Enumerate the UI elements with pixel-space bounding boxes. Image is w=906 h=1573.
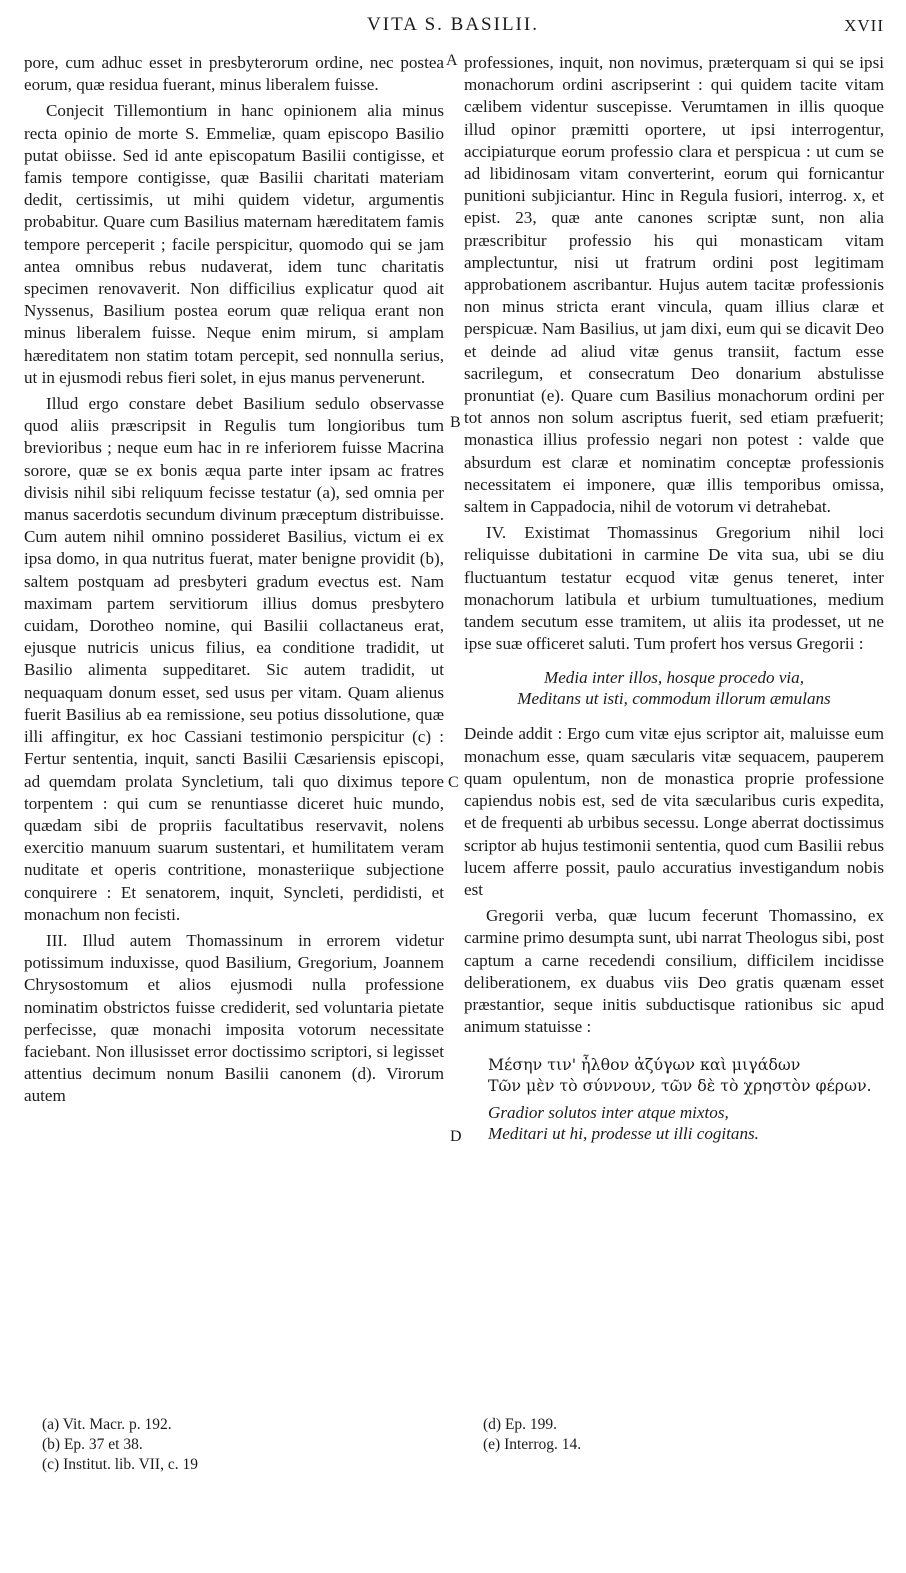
paragraph: III. Illud autem Thomassinum in errorem videtur potissimum induxisse, quod Basilium, Gregorium, Joannem Chrysostomum et alios ejusmodi nulla professione nominatim obstrictos fuisse crediderit, sed voluntaria pietate perfecisse, quæ monachi imposita votorum necessitate faciebant. Non illusisset error doctissimo scriptori, si legisset attentius decimum nonum Basilii canonem (d). Virorum autem	[24, 930, 444, 1106]
verse-latin-translation	[464, 1102, 884, 1144]
margin-letter-c: C	[448, 774, 459, 791]
margin-letter-a: A	[446, 52, 458, 69]
margin-letter-b: B	[450, 414, 461, 431]
verse-line: Gradior solutos inter atque mixtos,	[488, 1103, 729, 1123]
page-header	[0, 10, 906, 40]
verse-line: Media inter illos, hosque procedo via,	[543, 668, 804, 688]
footnote: (d) Ep. 199.	[483, 1416, 558, 1433]
verse-latin	[464, 667, 884, 709]
footnote: (a) Vit. Macr. p. 192.	[42, 1416, 172, 1433]
left-column	[24, 52, 444, 1108]
footnotes-left	[42, 1415, 198, 1475]
paragraph: Gregorii verba, quæ lucum fecerunt Thomassino, ex carmine primo desumpta sunt, ubi narrat Theologus sibi, post captum a carne recedendi consilium, difficilem incidisse deliberationem, ex duabus viis Deo gratis quænam esset præstantior, seque initis subductisque rationibus sic apud animum statuisse :	[464, 906, 884, 1037]
footnotes-right	[483, 1415, 581, 1455]
paragraph: Illud ergo constare debet Basilium sedulo observasse quod aliis præscripsit in Regulis tum longioribus tum brevioribus ; neque eum hac in re inferiorem fuisse Macrina sorore, quæ se ex bonis æqua parte inter ipsam ac fratres divisis nihil sibi reliquum fecisse testatur (a), sed omnia per manus sacerdotis secundum divinum præceptum distribuisse. Cum autem nihil omnino possideret Basilius, victum ei ex ipsa domo, in qua nutritus fuerat, mater benigne providit (b), saltem postquam ad presbyteri gradum evectus est. Nam maximam partem servitiorum illius domus presbytero cuidam, Dorotheo nomine, qui Basilii collactaneus erat, ejusque nutricis unicus filius, ea conditione tradidit, ut Basilio alimenta suppeditaret. Sic autem tradidit, ut nequaquam donum esset, sed usus per vitam. Quam alienus fuerit Basilius ab ea remissione, seu potius dissolutione, quæ illi affingitur, ex hoc Cassiani testimonio perspicitur (c) : Fertur sententia, inquit, sancti Basilii Cæsariensis episcopi, ad quemdam prolata Syncletium, tali quo diximus tepore torpentem : qui cum se renuntiasse diceret huic mundo, quædam sibi de propriis facultatibus reservavit, nolens exercitio manuum suarum sustentari, et humilitatem veram nuditate et operis contritione, monasteriique subjectione conquirere : Et senatorem, inquit, Syncleti, perdidisti, et monachum non fecisti.	[24, 394, 444, 924]
margin-letter-d: D	[450, 1128, 462, 1145]
footnote: (b) Ep. 37 et 38.	[42, 1436, 143, 1453]
verse-line: Μέσην τιν' ἦλθον ἀζύγων καὶ μιγάδων	[488, 1055, 801, 1075]
verse-line: Meditans ut isti, commodum illorum æmulans	[517, 689, 831, 709]
footnote: (c) Institut. lib. VII, c. 19	[42, 1456, 198, 1473]
paragraph: Deinde addit : Ergo cum vitæ ejus scriptor ait, maluisse eum monachum esse, quam sæcularis vitæ sequacem, pauperem quam opulentum, non de monastica proprie professione capiendus nobis est, sed de vita sæcularibus curis expedita, et de frequenti ab urbibus secessu. Longe aberrat doctissimus scriptor ab hujus testimonii sententia, quod cum Basilii rebus lucem afferre possit, paulo accuratius investigandum nobis est	[464, 724, 884, 899]
running-title: VITA S. BASILII.	[367, 14, 539, 35]
paragraph: professiones, inquit, non novimus, præterquam si qui se ipsi monachorum ordini ascripserint : qui quidem tacite vitam cælibem videntur suscepisse. Verumtamen in illis quoque illud opinor præmitti oportere, ut ipsi interrogentur, accipiaturque eorum professio clara et perspicua : ut cum se ad libidinosam vitam converterint, eorum qui fornicantur punitioni subjiciantur. Hinc in Regula fusiori, interrog. x, et epist. 23, quæ ante canones scriptæ sunt, non alia præscribitur professio his qui monasticam vitam amplectuntur, nisi ut fratrum ordini post legitimam approbationem ascribantur. Hujus autem tacitæ professionis non minus stricta erant vincula, quam illius claræ et perspicuæ. Nam Basilius, ut jam dixi, eum qui se dicavit Deo et deinde ad aliud vitæ genus transiit, factum esse sacrilegum, et consecratum Deo donarium abstulisse pronuntiat (e). Quare cum Basilius monachorum ordini per tot annos non solum ascriptus fuerit, sed etiam præfuerit; monastica illius professio negari non potest : valde que absurdum est claræ et nominatim conceptæ professionis necessitatem ei imponere, quæ illis temporibus omissa, saltem in Cappadocia, nihil de votorum vi detrahebat.	[464, 53, 884, 517]
paragraph: Conjecit Tillemontium in hanc opinionem alia minus recta opinio de morte S. Emmeliæ, quam episcopo Basilio putat obiisse. Sed id ante episcopatum Basilii contigisse, et famis tempore contigisse, quæ Basilii charitati materiam dedit, certissimis, ut mihi quidem videtur, argumentis probabitur. Quare cum Basilius maternam hæreditatem famis tempore perceperit ; facile perspicitur, quomodo qui se jam antea omnibus rebus nudaverat, idem tunc charitatis specimen renovaverit. Non difficilius explicatur quod ait Nyssenus, Basilium postea eorum quæ reliqua erant non minus liberalem fuisse. Neque enim mirum, si amplam hæreditatem non statim totam percepit, sed nonnulla serius, ut in ejusmodi rebus fieri solet, in ejus manus pervenerunt.	[24, 101, 444, 387]
page-number: XVII	[844, 16, 884, 35]
verse-line: Τῶν μὲν τὸ σύννουν, τῶν δὲ τὸ χρηστὸν φέρων.	[488, 1076, 872, 1096]
paragraph: pore, cum adhuc esset in presbyterorum ordine, nec postea eorum, quæ residua fuerant, minus liberalem fuisse.	[24, 53, 444, 95]
right-column	[464, 52, 884, 1158]
verse-greek	[464, 1054, 884, 1096]
footnote: (e) Interrog. 14.	[483, 1436, 582, 1453]
paragraph: IV. Existimat Thomassinus Gregorium nihil loci reliquisse dubitationi in carmine De vita sua, ubi se diu fluctuantum testatur ecquod vitæ genus teneret, inter monachorum latibula et urbium tumultuationes, medium tandem secutum esse tramitem, ut aliis ita prodesset, ut ne ipse suæ officeret saluti. Tum profert hos versus Gregorii :	[464, 523, 884, 654]
verse-line: Meditari ut hi, prodesse ut illi cogitans.	[488, 1124, 759, 1144]
